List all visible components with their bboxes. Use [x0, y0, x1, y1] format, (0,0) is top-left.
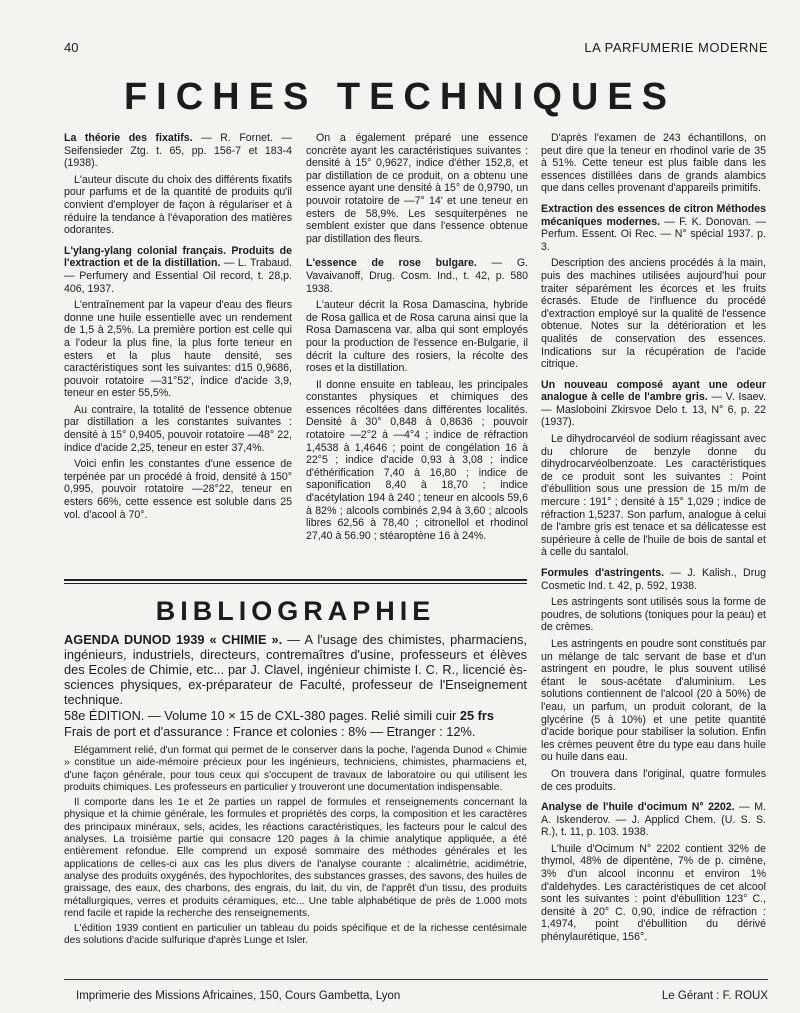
article-paragraph: Les astringents en poudre sont constitués par un mélange de talc servant de base et d'un astringent en poudre, le plus souvent utilisé étant le sous-acétate d'aluminium. Les solutions contiennent de l'alcool (20 à 50%) de l'eau, un parfum, un produit colorant, de la glycérine (5 à 10%) et une petite quantité d'acide borique pour stabiliser la solution. Enfin les crèmes peuvent être du type eau dans huile ou huile dans eau. [541, 637, 766, 764]
article-citron [541, 203, 766, 371]
article-title: Analyse de l'huile d'ocimum N° 2202. [541, 801, 735, 814]
book-notice [64, 632, 527, 707]
article-paragraph: L'huile d'Ocimum N° 2202 contient 32% de thymol, 48% de dipentène, 7% de p. cimène, 3% d'un alcool inconnu et environ 1% d'aldehydes. Les caractéristiques de cet alcool sont les suivantes : point d'ébullition 123° C., densité à 20° C. 0,90, indice de réfraction : 1,4974, point d'ébullition du dérivé phénylaurétique, 156°. [541, 842, 766, 944]
book-review [64, 745, 527, 948]
review-paragraph: Elégamment relié, d'un format qui permet de le conserver dans la poche, l'agenda Dunod « Chimie » constitue un aide-mémoire précieux pour les ingénieurs, techniciens, chimistes, pharmaciens et, d'une façon générale, pour tous ceux qui s'occupent de travaux de laboratoire ou qui utilisent les produits chimiques. Les professeurs en particulier y trouveront une documentation indispensable. [64, 745, 527, 793]
article-paragraph: Le dihydrocarvéol de sodium réagissant avec du chlorure de benzyle donne du dihydrocarvéolbenzoate. Les caractéristiques de ce produit sont les suivantes : Point d'ébullition sous une pression de 15 m/m de mercure : 191° ; densité à 15° 1,029 ; indice de réfraction 1,5237. Son parfum, analogue à celui de l'ambre gris est tenace et sa délicatesse est supérieure à celle de l'huile de bois de santal et à celle du santalol. [541, 433, 766, 559]
article-reference: — V. Isaev. — Masloboini Zkirsvoe Delo t. 13, N° 6, p. 22 (1937). [541, 391, 767, 429]
section-title: FICHES TECHNIQUES [123, 76, 677, 118]
article-paragraph: Description des anciens procédés à la main, puis des machines utilisées aujourd'hui pour traiter séparément les écorces et les fruits écrasés. Etude de l'influence du procédé d'extraction employé sur la qualité de l'essence obtenue. Notes sur la détérioration et les qualités de conservation des essences. Indications sur la récupération de l'acide citrique. [541, 257, 766, 371]
article-reference: — L. Trabaud. — Perfumery and Essential Oil record, t. 28,p. 406, 1937. [64, 257, 292, 295]
article-ocimum [541, 801, 766, 944]
review-paragraph: Il comporte dans les 1e et 2e parties un rappel de formules et renseignements concernant la physique et la chimie générale, les formules et propriétés des corps, la composition et les caractères des principaux minéraux, sels, acides, les réactions caractéristiques, les facteurs pour le calcul des analyses. La troisième partie qui consacre 120 pages à la chimie analytique appliquée, a été entièrement refondue. Elle comprend un exposé sommaire des méthodes générales et les applications de celles-ci aux cas les plus divers de l'analyse courante : alcalimétrie, acidimétrie, analyse des produits oxygénés, des hypochlorites, des substances grasses, des savons, des huiles de graissage, des eaux, des charbons, des engrais, du lait, du vin, de l'apprêt d'un tissu, des produits métallurgiques, verres et produits céramiques, etc... Une table alphabétique de près de 1.000 mots rend facile et rapide la recherche des renseignements. [64, 797, 527, 919]
article-paragraph: L'auteur discute du choix des différents fixatifs pour parfums et de la quantité de produits qu'il convient d'employer de façon à régulariser et à réduire la tendance à l'évaporation des matières odorantes. [64, 173, 292, 237]
section-divider-thin [64, 583, 527, 584]
article-paragraph: Au contraire, la totalité de l'essence obtenue par distillation a les constantes suivantes : densité à 15° 0,9405, pouvoir rotatoire —48° 22, indice d'acide 2,25, teneur en ester 37,4%. [64, 403, 292, 454]
article-title: Formules d'astringents. [541, 567, 665, 579]
article-paragraph: D'après l'examen de 243 échantillons, on peut dire que la teneur en rhodinol varie de 35 à 51%. Cette teneur est plus faible dans les essences distillées dans de grands alambics que dans celles provenant d'appareils primitifs. [541, 132, 766, 195]
running-head: LA PARFUMERIE MODERNE [584, 40, 768, 55]
article-paragraph: On trouvera dans l'original, quatre formules de ces produits. [541, 767, 766, 793]
article-paragraph: Les astringents sont utilisés sous la forme de poudres, de solutions (toniques pour la peau) et de crèmes. [541, 596, 766, 634]
book-edition [64, 708, 527, 723]
edition-info: 58e ÉDITION. — Volume 10 × 15 de CXL-380 pages. Relié simili cuir [64, 708, 460, 723]
article-reference: — M. A. Iskenderov. — J. Applicd Chem. (U. S. S. R.), t. 11, p. 103. 1938. [541, 801, 767, 839]
shipping-info: Frais de port et d'assurance : France et colonies : 8% — Etranger : 12%. [64, 724, 476, 739]
article-title: L'ylang-ylang colonial français. Produits de l'extraction et de la distillation. [64, 244, 292, 270]
article-paragraph: On a également préparé une essence concrète ayant les caractéristiques suivantes : densité à 15° 0,9627, indice d'éther 152,8, et par distillation de ce produit, on a obtenu une essence ayant une densité à 15° de 0,9790, un pouvoir rotatoire de —7° 14' et une teneur en esters de 58,9%. Les sesquiterpènes ne semblent exister que dans l'essence obtenue par distillation des fleurs. [306, 132, 528, 245]
manager-name: Le Gérant : F. ROUX [661, 990, 768, 1002]
article-title: Un nouveau composé ayant une odeur analogue à celle de l'ambre gris. [541, 378, 766, 404]
article-reference: — R. Fornet. — Seifensieder Ztg. t. 65, pp. 156-7 et 183-4 (1938). [64, 132, 292, 170]
section-divider [64, 579, 527, 581]
article-title: La théorie des fixatifs. [64, 132, 193, 144]
article-reference: — J. Kalish., Drug Cosmetic Ind. t. 42, p. 592, 1938. [541, 567, 766, 592]
book-description: — A l'usage des chimistes, pharmaciens, ingénieurs, industriels, directeurs, contremaîtres d'usine, professeurs et élèves des Ecoles de Chimie, etc... par J. Clavel, ingénieur chimiste I. C. R., licencié ès-sciences physiques, ex-préparateur de Faculté, professeur de l'Enseignement technique. [64, 632, 527, 707]
article-title: L'essence de rose bulgare. [306, 257, 477, 270]
article-paragraph: L'entraînement par la vapeur d'eau des fleurs donne une huile essentielle avec un rendement de 1,5 à 2,5%. La première portion est celle qui a l'odeur la plus fine, la plus forte teneur en esters et la plus haute densité, ses caractéristiques sont les suivantes: d15 0,9686, pouvoir rotatoire —31°52', indice d'acide 3,9, teneur en ester 55,5%. [64, 299, 292, 400]
article-astringents [541, 567, 766, 793]
article-ylang-ylang [64, 245, 292, 521]
article-title: Extraction des essences de citron Méthodes mécaniques modernes. [541, 202, 766, 228]
column-middle [306, 132, 528, 550]
article-paragraph: L'auteur décrit la Rosa Damascina, hybride de Rosa gallica et de Rosa caruna ainsi que la Rosa Damascena var. alba qui sont employés pour la production de l'essence en-Bulgarie, il décrit la culture des rosiers, la récolte des roses et la distillation. [306, 299, 528, 375]
bibliography-title: BIBLIOGRAPHIE [155, 596, 436, 626]
page-number: 40 [64, 40, 79, 55]
bibliography-section [64, 632, 527, 948]
article-ambre-gris [541, 379, 766, 559]
column-right [541, 132, 766, 952]
review-paragraph: L'édition 1939 contient en particulier un tableau du poids spécifique et de la richesse centésimale des solutions d'acide sulfurique d'après Lunge et Isler. [64, 923, 527, 947]
book-title: AGENDA DUNOD 1939 « CHIMIE ». [64, 632, 283, 647]
article-rose-bulgare [306, 257, 528, 542]
article-paragraph: Voici enfin les constantes d'une essence de terpénée par un procédé à froid, densité à 150° 0,995, pouvoir rotatoire —28°22, teneur en esters 66%, cette essence est soluble dans 25 vol. d'acool à 70°. [64, 458, 292, 521]
article-reference: — G. Vavaivanoff, Drug. Cosm. Ind., t. 42, p. 580 1938. [306, 257, 529, 295]
article-fixatifs [64, 132, 292, 237]
article-continuation [306, 132, 528, 245]
article-continuation [541, 132, 766, 195]
footer-divider [64, 979, 768, 980]
printer-imprint: Imprimerie des Missions Africaines, 150, Cours Gambetta, Lyon [76, 990, 401, 1002]
column-left [64, 132, 292, 529]
article-paragraph: Il donne ensuite en tableau, les principales constantes physiques et chimiques des essences récoltées dans différentes localités. Densité à 30° 0,848 à 0,8636 ; pouvoir rotatoire —2°2 à —4°4 ; indice de réfraction 1,4538 à 1,4646 ; point de congélation 16 à 22°5 ; indice d'acide 0,93 à 3,08 ; indice d'éthérification 7,40 à 16,80 ; indice de saponification 8,40 à 18,70 ; indice d'acétylation 194 à 240 ; teneur en alcools 59,6 à 82% ; alcools combinés 2,94 à 3,60 ; alcools libres 62,56 à 78,40 ; citronellol et rhodinol 27,40 à 56.90 ; stéaroptène 16 à 24%. [306, 378, 528, 542]
article-reference: — F. K. Donovan. — Perfum. Essent. Oi Rec. — N° spécial 1937. p. 3. [541, 215, 766, 253]
book-price: 25 frs [459, 708, 494, 723]
